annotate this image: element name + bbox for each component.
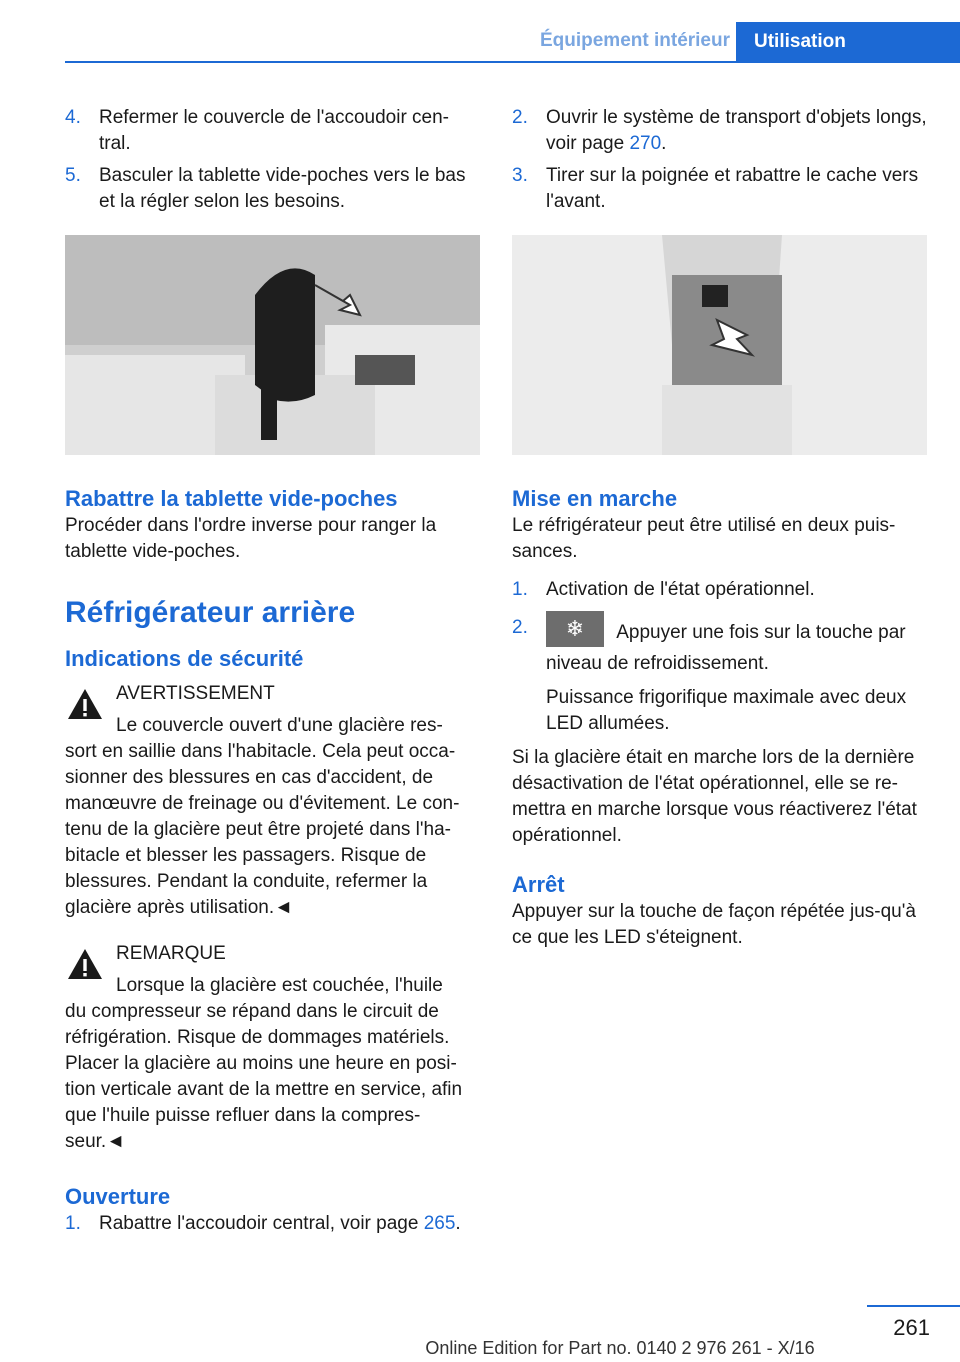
left-column [65,105,480,1237]
fold-text: Procéder dans l'ordre inverse pour ranger la tablette vide-poches. [65,515,437,562]
step-number: 3. [512,165,528,186]
rear-cooler-photo [512,235,927,455]
step-item [65,105,480,157]
fold-heading: Rabattre la tablette vide-poches [65,486,398,511]
header-tab-utilisation[interactable]: Utilisation [736,22,960,63]
safety-heading: Indications de sécurité [65,646,304,671]
step-item [512,105,927,157]
page-link[interactable]: 265 [423,1213,456,1234]
edition-footer: Online Edition for Part no. 0140 2 976 261 - X/16 [425,1338,815,1358]
note-label: REMARQUE [116,943,226,964]
step-item [65,163,480,215]
step-text: Appuyer une fois sur la touche par niveau de refroidissement. [546,622,906,674]
step-number: 5. [65,165,81,186]
step-text: Activation de l'état opérationnel. [546,579,815,600]
warning-label: AVERTISSEMENT [116,683,275,704]
step-item [512,163,927,215]
step-text: Ouvrir le système de transport d'objets longs, voir page 270. [546,107,927,154]
step-text: Rabattre l'accoudoir central, voir page 265. [99,1213,461,1234]
warning-triangle-icon [65,685,105,725]
start-text: Le réfrigérateur peut être utilisé en deux puis-sances. [512,515,896,562]
warning-block [65,681,480,921]
step-number: 4. [65,107,81,128]
step-number: 2. [512,617,528,638]
step-number: 2. [512,107,528,128]
note-text: du compresseur se répand dans le circuit de réfrigération. Risque de dommages matériels. Placer la glacière au moins une heure en posi-tion verticale avant de la mettre en service, afin que l'huile puisse refluer dans la compres-seur.◄ [65,1001,463,1152]
note-first-line: Lorsque la glacière est couchée, l'huile [116,975,443,996]
header-rule [65,61,960,63]
page-link[interactable]: 270 [629,133,662,154]
step-item [512,615,927,737]
step-text: Basculer la tablette vide-poches vers le bas et la régler selon les besoins. [99,165,466,212]
step-number: 1. [512,579,528,600]
step-text: Tirer sur la poignée et rabattre le cache vers l'avant. [546,165,919,212]
warning-triangle-icon [65,945,105,985]
page-number: 261 [893,1315,930,1340]
armrest-tray-photo [65,235,480,455]
step-subtext: Puissance frigorifique maximale avec deux LED allumées. [546,687,907,734]
main-heading: Réfrigérateur arrière [65,596,356,629]
stop-text: Appuyer sur la touche de façon répétée jus-qu'à ce que les LED s'éteignent. [512,901,916,948]
footer-rule [867,1305,960,1307]
stop-heading: Arrêt [512,872,565,897]
snowflake-button-icon: ❄ [546,611,604,647]
step-item [512,577,927,603]
step-number: 1. [65,1213,81,1234]
start-after-text: Si la glacière était en marche lors de la dernière désactivation de l'état opérationnel, elle se re-mettra en marche lorsque vous réactiverez l'état opérationnel. [512,747,917,846]
warning-text: sort en saillie dans l'habitacle. Cela peut occa-sionner des blessures en cas d'accident, de manœuvre de freinage ou d'évitement. Le con-tenu de la glacière peut être projeté dans l'ha-bitacle et blesser les passagers. Risque de blessures. Pendant la conduite, refermer la glacière après utilisation.◄ [65,741,460,918]
warning-first-line: Le couvercle ouvert d'une glacière res- [116,715,443,736]
note-block [65,941,480,1155]
step-item [65,1211,480,1237]
opening-heading: Ouverture [65,1184,171,1209]
right-column [512,105,927,951]
step-text: Refermer le couvercle de l'accoudoir cen-tral. [99,107,450,154]
header-section-title[interactable]: Équipement intérieur [539,30,730,51]
start-heading: Mise en marche [512,486,678,511]
